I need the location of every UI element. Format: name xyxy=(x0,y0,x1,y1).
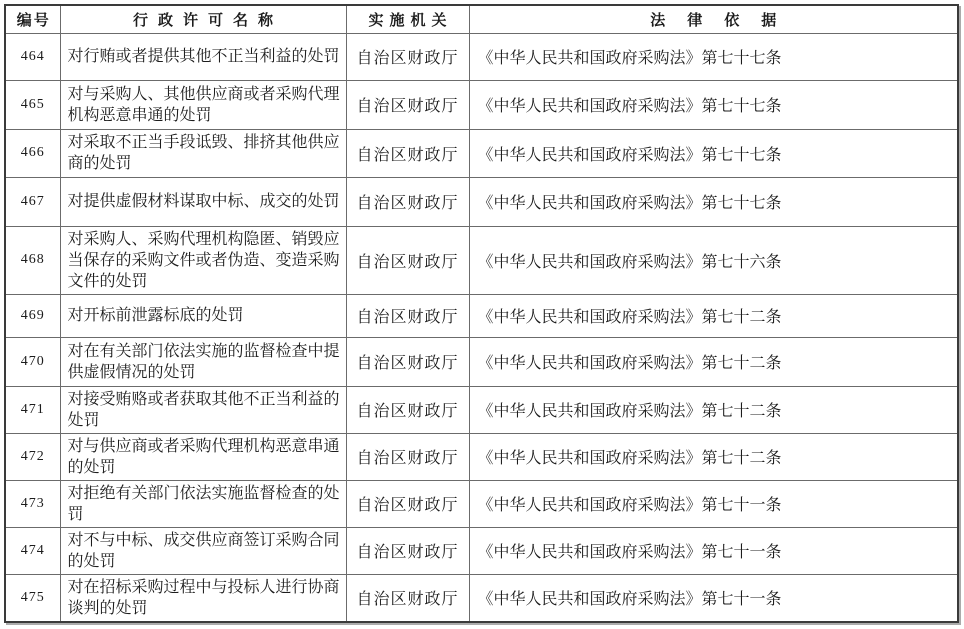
table-header xyxy=(5,5,958,33)
agency-cell: 自治区财政厅 xyxy=(346,129,469,177)
row-number-cell: 468 xyxy=(5,226,60,294)
legal-basis-cell: 《中华人民共和国政府采购法》第七十一条 xyxy=(469,574,958,622)
legal-basis-cell: 《中华人民共和国政府采购法》第七十一条 xyxy=(469,480,958,527)
legal-basis-cell: 《中华人民共和国政府采购法》第七十七条 xyxy=(469,177,958,226)
agency-cell: 自治区财政厅 xyxy=(346,433,469,480)
table-row xyxy=(5,129,958,177)
legal-basis-cell: 《中华人民共和国政府采购法》第七十七条 xyxy=(469,33,958,80)
legal-basis-cell: 《中华人民共和国政府采购法》第七十七条 xyxy=(469,80,958,129)
table-body xyxy=(5,33,958,622)
agency-cell: 自治区财政厅 xyxy=(346,386,469,433)
agency-cell: 自治区财政厅 xyxy=(346,177,469,226)
license-name-cell: 对采取不正当手段诋毁、排挤其他供应商的处罚 xyxy=(60,129,346,177)
license-name-cell: 对提供虚假材料谋取中标、成交的处罚 xyxy=(60,177,346,226)
administrative-licenses-table xyxy=(4,4,959,623)
table-row xyxy=(5,527,958,574)
agency-cell: 自治区财政厅 xyxy=(346,527,469,574)
table-row xyxy=(5,574,958,622)
row-number-cell: 474 xyxy=(5,527,60,574)
agency-cell: 自治区财政厅 xyxy=(346,337,469,386)
legal-basis-cell: 《中华人民共和国政府采购法》第七十七条 xyxy=(469,129,958,177)
license-name-cell: 对在有关部门依法实施的监督检查中提供虚假情况的处罚 xyxy=(60,337,346,386)
license-name-cell: 对拒绝有关部门依法实施监督检查的处罚 xyxy=(60,480,346,527)
license-name-cell: 对开标前泄露标底的处罚 xyxy=(60,294,346,337)
legal-basis-cell: 《中华人民共和国政府采购法》第七十一条 xyxy=(469,527,958,574)
table-row xyxy=(5,294,958,337)
row-number-cell: 464 xyxy=(5,33,60,80)
row-number-cell: 465 xyxy=(5,80,60,129)
row-number-cell: 475 xyxy=(5,574,60,622)
row-number-cell: 466 xyxy=(5,129,60,177)
license-name-cell: 对与供应商或者采购代理机构恶意串通的处罚 xyxy=(60,433,346,480)
table-row xyxy=(5,480,958,527)
license-name-cell: 对行贿或者提供其他不正当利益的处罚 xyxy=(60,33,346,80)
agency-cell: 自治区财政厅 xyxy=(346,480,469,527)
license-name-cell: 对接受贿赂或者获取其他不正当利益的处罚 xyxy=(60,386,346,433)
agency-cell: 自治区财政厅 xyxy=(346,574,469,622)
table-row xyxy=(5,433,958,480)
agency-cell: 自治区财政厅 xyxy=(346,33,469,80)
row-number-cell: 473 xyxy=(5,480,60,527)
agency-cell: 自治区财政厅 xyxy=(346,226,469,294)
legal-basis-cell: 《中华人民共和国政府采购法》第七十二条 xyxy=(469,433,958,480)
license-name-cell: 对与采购人、其他供应商或者采购代理机构恶意串通的处罚 xyxy=(60,80,346,129)
table-row xyxy=(5,33,958,80)
row-number-cell: 472 xyxy=(5,433,60,480)
header-agency: 实施机关 xyxy=(346,5,469,33)
row-number-cell: 467 xyxy=(5,177,60,226)
row-number-cell: 470 xyxy=(5,337,60,386)
legal-basis-cell: 《中华人民共和国政府采购法》第七十二条 xyxy=(469,337,958,386)
header-row xyxy=(5,5,958,33)
header-legal-basis: 法律依据 xyxy=(469,5,958,33)
agency-cell: 自治区财政厅 xyxy=(346,294,469,337)
license-name-cell: 对采购人、采购代理机构隐匿、销毁应当保存的采购文件或者伪造、变造采购文件的处罚 xyxy=(60,226,346,294)
legal-basis-cell: 《中华人民共和国政府采购法》第七十二条 xyxy=(469,294,958,337)
legal-basis-cell: 《中华人民共和国政府采购法》第七十六条 xyxy=(469,226,958,294)
row-number-cell: 471 xyxy=(5,386,60,433)
agency-cell: 自治区财政厅 xyxy=(346,80,469,129)
table-row xyxy=(5,337,958,386)
table-row xyxy=(5,177,958,226)
header-id: 编号 xyxy=(5,5,60,33)
row-number-cell: 469 xyxy=(5,294,60,337)
table-row xyxy=(5,226,958,294)
license-name-cell: 对在招标采购过程中与投标人进行协商谈判的处罚 xyxy=(60,574,346,622)
header-license-name: 行政许可名称 xyxy=(60,5,346,33)
license-name-cell: 对不与中标、成交供应商签订采购合同的处罚 xyxy=(60,527,346,574)
legal-basis-cell: 《中华人民共和国政府采购法》第七十二条 xyxy=(469,386,958,433)
table-row xyxy=(5,80,958,129)
table-row xyxy=(5,386,958,433)
